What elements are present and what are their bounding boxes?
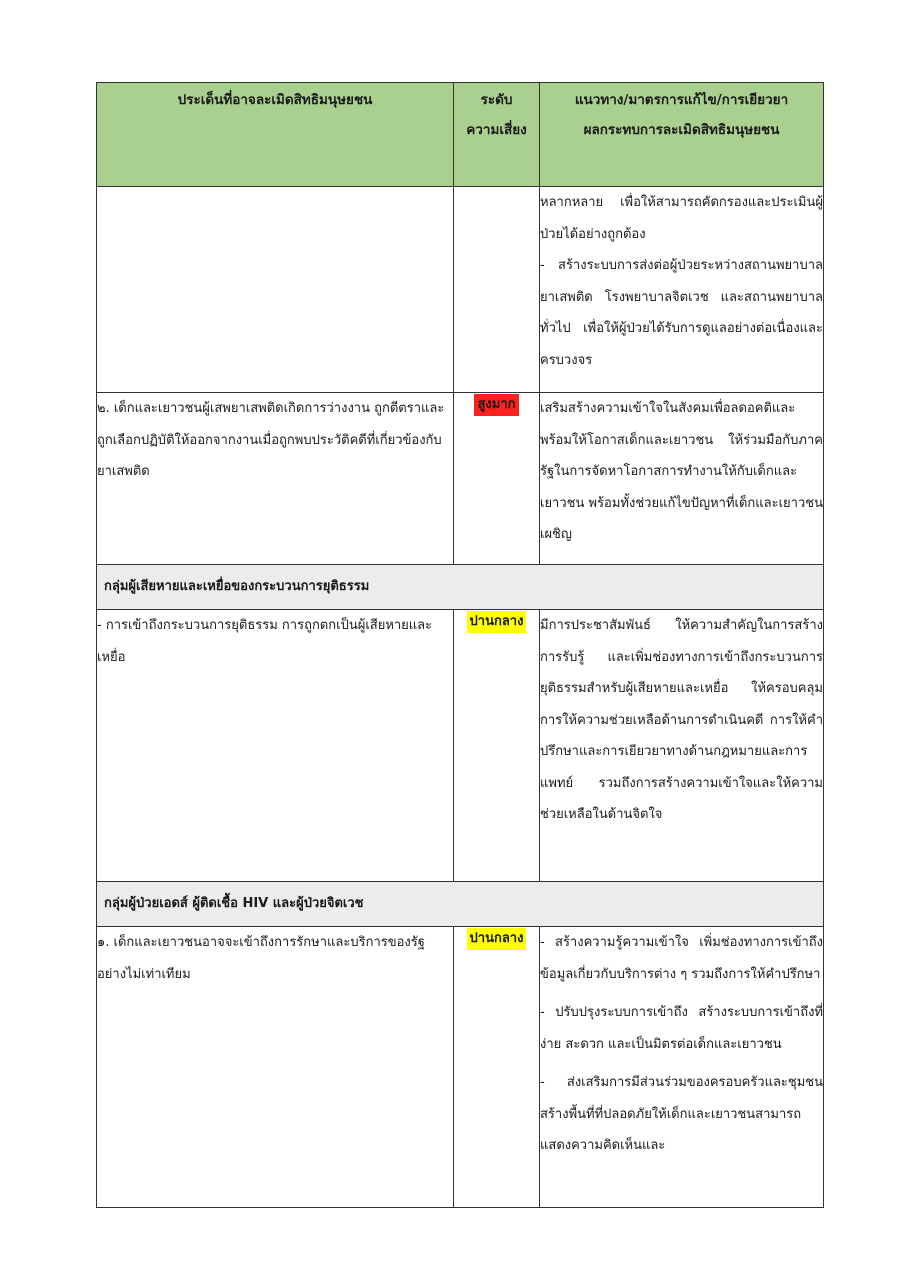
risk-badge-medium: ปานกลาง xyxy=(467,611,527,633)
group-title: กลุ่มผู้ป่วยเอดส์ ผู้ติดเชื้อ HIV และผู้ป่วยจิตเวช xyxy=(97,882,824,927)
header-measures: แนวทาง/มาตรการแก้ไข/การเยียวยา ผลกระทบการละเมิดสิทธิมนุษยชน xyxy=(540,83,824,187)
measures-cell: เสริมสร้างความเข้าใจในสังคมเพื่อลดอคติและพร้อมให้โอกาสเด็กและเยาวชน ให้ร่วมมือกับภาครัฐในการจัดหาโอกาสการทำงานให้กับเด็กและเยาวชน พร้อมทั้งช่วยแก้ไขปัญหาที่เด็กและเยาวชนเผชิญ xyxy=(540,393,824,565)
group-row-victims xyxy=(97,565,824,610)
group-title: กลุ่มผู้เสียหายและเหยื่อของกระบวนการยุติธรรม xyxy=(97,565,824,610)
measure-item: - สร้างระบบการส่งต่อผู้ป่วยระหว่างสถานพยาบาลยาเสพติด โรงพยาบาลจิตเวช และสถานพยาบาลทั่วไป เพื่อให้ผู้ป่วยได้รับการดูแลอย่างต่อเนื่องและครบวงจร xyxy=(540,258,823,368)
table-row-continued xyxy=(97,187,824,393)
measures-cell xyxy=(540,187,824,393)
table-row-drug-youth xyxy=(97,393,824,565)
risk-cell xyxy=(454,610,540,882)
table-row-aids xyxy=(97,927,824,1208)
issue-cell: ๒. เด็กและเยาวชนผู้เสพยาเสพติดเกิดการว่างงาน ถูกตีตราและถูกเลือกปฏิบัติให้ออกจากงานเมื่อถูกพบประวัติคดีที่เกี่ยวข้องกับยาเสพติด xyxy=(97,393,454,565)
header-risk-level: ระดับ ความเสี่ยง xyxy=(454,83,540,187)
measures-cell xyxy=(540,927,824,1208)
measure-item: - สร้างความรู้ความเข้าใจ เพิ่มช่องทางการเข้าถึงข้อมูลเกี่ยวกับบริการต่าง ๆ รวมถึงการให้คำปรึกษา xyxy=(540,935,823,982)
risk-badge-high: สูงมาก xyxy=(474,394,518,416)
issue-cell: - การเข้าถึงกระบวนการยุติธรรม การถูกตกเป็นผู้เสียหายและเหยื่อ xyxy=(97,610,454,882)
risk-cell xyxy=(454,927,540,1208)
risk-table xyxy=(96,82,824,1208)
table-header-row xyxy=(97,83,824,187)
measure-item: - ส่งเสริมการมีส่วนร่วมของครอบครัวและชุมชน สร้างพื้นที่ที่ปลอดภัยให้เด็กและเยาวชนสามารถแสดงความคิดเห็นและ xyxy=(540,1075,823,1153)
header-issue: ประเด็นที่อาจละเมิดสิทธิมนุษยชน xyxy=(97,83,454,187)
measures-cell: มีการประชาสัมพันธ์ ให้ความสำคัญในการสร้างการรับรู้ และเพิ่มช่องทางการเข้าถึงกระบวนการยุติธรรมสำหรับผู้เสียหายและเหยื่อ ให้ครอบคลุมการให้ความช่วยเหลือด้านการดำเนินคดี การให้คำปรึกษาและการเยียวยาทางด้านกฎหมายและการแพทย์ รวมถึงการสร้างความเข้าใจและให้ความช่วยเหลือในด้านจิตใจ xyxy=(540,610,824,882)
risk-badge-medium: ปานกลาง xyxy=(467,928,527,950)
table-row-victims xyxy=(97,610,824,882)
measure-item: - ปรับปรุงระบบการเข้าถึง สร้างระบบการเข้าถึงที่ง่าย สะดวก และเป็นมิตรต่อเด็กและเยาวชน xyxy=(540,1005,823,1052)
group-row-aids xyxy=(97,882,824,927)
risk-cell xyxy=(454,393,540,565)
issue-cell: ๑. เด็กและเยาวชนอาจจะเข้าถึงการรักษาและบริการของรัฐอย่างไม่เท่าเทียม xyxy=(97,927,454,1208)
measure-item: หลากหลาย เพื่อให้สามารถคัดกรองและประเมินผู้ป่วยได้อย่างถูกต้อง xyxy=(540,195,823,242)
